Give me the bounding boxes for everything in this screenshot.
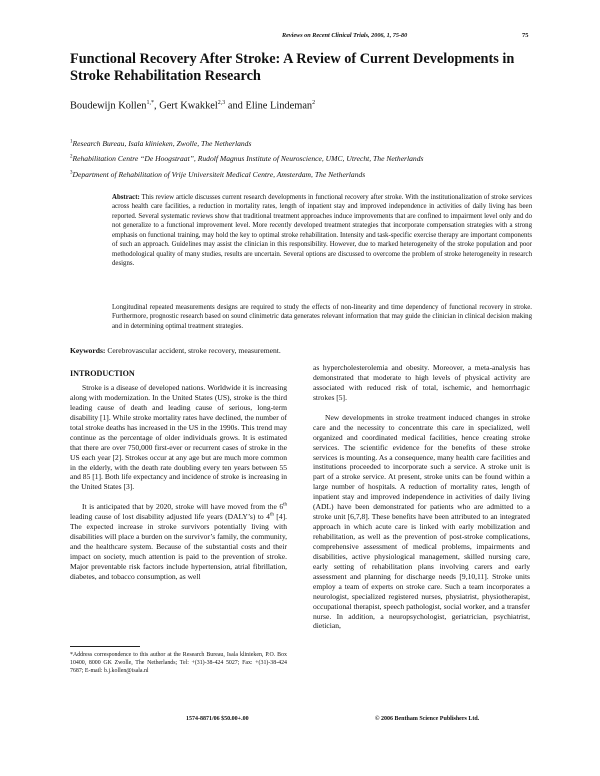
body-paragraph	[70, 502, 287, 582]
affiliation	[70, 170, 365, 179]
affiliation-text: Department of Rehabilitation of Vrije Universiteit Medical Centre, Amsterdam, The Netherlands	[72, 170, 366, 179]
author-name: Boudewijn Kollen	[70, 100, 147, 112]
correspondence-footnote: *Address correspondence to this author at the Research Bureau, Isala klinieken, P.O. Box 10400, 8000 GK Zwolle, The Netherlands; Tel: +(31)-38-424 5027; Fax: +(31)-38-424 7687; E-mail: b.j.kollen@isala.nl	[70, 652, 287, 675]
affiliation	[70, 139, 251, 148]
copyright: © 2006 Bentham Science Publishers Ltd.	[375, 716, 480, 722]
body-text: leading cause of lost disability adjusted life years (DALY’s) to 4	[70, 512, 270, 522]
left-column	[70, 383, 287, 582]
ordinal-suffix: th	[283, 502, 287, 508]
body-text: [4]. The expected increase in stroke survivors potentially living with disabilities will place a burden on the survivor’s family, the community, and the healthcare system. Because of the substantial costs and their impact on society, much attention is paid to the prevention of stroke. Major preventable risk factors include hypertension, atrial fibrillation, diabetes, and tobacco consumption, as well	[70, 512, 287, 581]
keywords	[70, 346, 281, 355]
affiliation	[70, 154, 423, 163]
footnote-rule	[70, 646, 140, 647]
affiliation-number: 1	[70, 139, 73, 145]
author-separator: ,	[153, 100, 160, 112]
abstract-text: This review article discusses current research developments in functional recovery after stroke. With the institutionalization of stroke services across health care facilities, a reduction in mortality rates, length of inpatient stay and improved independence in activities of daily living has been reported. Several systematic reviews show that traditional treatment approaches induce improvements that are confined to impairment level only and do not generalize to a functional improvement level. More recently developed treatment strategies that incorporate compensation strategies with a strong emphasis on functional training, may hold the key to optimal stroke rehabilitation. Intensity and task-specific exercise therapy are important components of such an approach. Guidelines may assist the clinician in this responsibility. However, due to marked heterogeneity of the stroke population and poor methodological quality of many studies, results are uncertain. Several options are discussed to overcome the problem of stroke heterogeneity in research designs.	[112, 194, 532, 267]
affiliation-text: Rehabilitation Centre “De Hoogstraat”, Rudolf Magnus Institute of Neuroscience, UMC, Utrecht, The Netherlands	[72, 154, 424, 163]
abstract-paragraph: Longitudinal repeated measurements designs are required to study the effects of non-linearity and time dependency of functional recovery in stroke. Furthermore, prognostic research based on sound clinimetric data generates relevant information that may guide the clinician in clinical decision making and in determining optimal treatment strategies.	[112, 304, 532, 330]
abstract-label: Abstract:	[112, 194, 140, 201]
author-separator: and	[225, 100, 246, 112]
body-paragraph: Stroke is a disease of developed nations. Worldwide it is increasing along with modernization. In the United States (US), stroke is the third leading cause of death and leading cause of serious, long-term disability [1]. While stroke mortality rates have declined, the number of total stroke deaths has increased in the US in the 1990s. This trend may continue as the percentage of older individuals grows. It is estimated that there are over 750,000 first-ever or recurrent cases of stroke in the US each year [2]. Strokes occur at any age but are much more common in the elderly, with the death rate doubling every ten years between 55 and 85 [1]. Both life expectancy and incidence of stroke is increasing in the United States [3].	[70, 383, 287, 492]
journal-citation: Reviews on Recent Clinical Trials, 2006, 1, 75-80	[282, 32, 408, 39]
body-paragraph: New developments in stroke treatment induced changes in stroke care and the necessity to concentrate this care in specialized, well organized and coordinated medical facilities, hence creating stroke services. The scientific evidence for the benefits of these stroke services is mounting. As a consequence, many health care facilities and institutions proceeded to incorporate such a service. A stroke unit is part of a stroke service. At present, stroke units can be found within a large number of hospitals. A reduction of mortality rates, length of inpatient stay and improved independence in activities of daily living (ADL) have been demonstrated for patients who are admitted to a stroke unit [6,7,8]. These benefits have been attributed to an integrated approach in which acute care is linked with early mobilization and rehabilitation, as well as the prevention of post-stroke complications, comprehensive assessment of medical problems, impairments and disabilities, active physiological management, skilled nursing care, early setting of rehabilitation plans involving carers and early assessment and planning for discharge needs [9,10,11]. Stroke units employ a team of experts on stroke care. Such a team incorporates a neurologist, specialized registered nurses, physiatrist, physiotherapist, occupational therapist, speech pathologist, social worker, and a transfer nurse. In addition, a neuropsychologist, geriatrician, psychiatrist, dietician,	[313, 412, 530, 631]
author-affiliation-mark: 1,*	[146, 100, 154, 106]
ordinal-suffix: th	[269, 512, 274, 518]
issn-price: 1574-8871/06 $50.00+.00	[186, 716, 249, 722]
author-name: Gert Kwakkel	[159, 100, 218, 112]
abstract	[112, 193, 532, 268]
page-number: 75	[522, 32, 529, 39]
author-name: Eline Lindeman	[245, 100, 313, 112]
abstract-paragraph	[112, 193, 532, 268]
keywords-text: Cerebrovascular accident, stroke recovery, measurement.	[107, 346, 281, 355]
affiliation-text: Research Bureau, Isala klinieken, Zwolle, The Netherlands	[72, 139, 252, 148]
right-column	[313, 363, 530, 631]
author-affiliation-mark: 2,3	[217, 100, 226, 106]
keywords-label: Keywords:	[70, 346, 106, 355]
affiliation-number: 2	[70, 154, 73, 160]
body-text: It is anticipated that by 2020, stroke will have moved from the 6	[82, 502, 284, 512]
abstract-continued	[112, 303, 532, 331]
author-list	[70, 100, 315, 111]
author-affiliation-mark: 2	[312, 100, 316, 106]
article-title: Functional Recovery After Stroke: A Review of Current Developments in Stroke Rehabilitation Research	[70, 51, 515, 84]
affiliation-number: 3	[70, 170, 73, 176]
body-paragraph: as hypercholesterolemia and obesity. Moreover, a meta-analysis has demonstrated that moderate to high levels of physical activity are associated with reduced risk of total, ischemic, and hemorrhagic strokes [5].	[313, 363, 530, 402]
section-heading: INTRODUCTION	[70, 369, 135, 378]
